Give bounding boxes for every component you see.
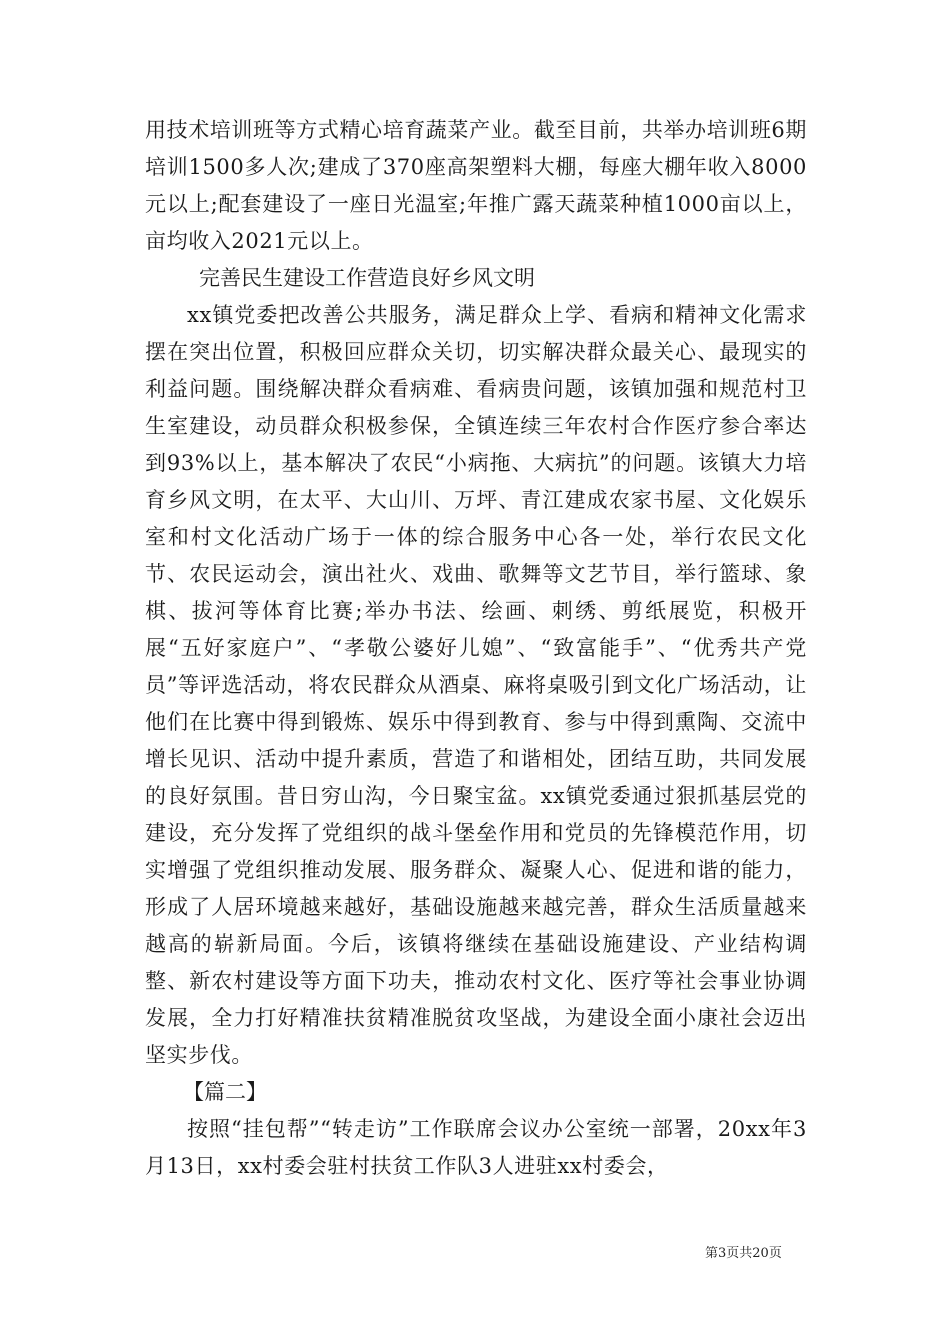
section-label-part-two: 【篇二】 (183, 1080, 267, 1104)
paragraph-public-services: xx镇党委把改善公共服务，满足群众上学、看病和精神文化需求摆在突出位置，积极回应群众关切，切实解决群众最关心、最现实的利益问题。围绕解决群众看病难、看病贵问题，该镇加强和规范村卫生室建设，动员群众积极参保，全镇连续三年农村合作医疗参合率达到93%以上，基本解决了农民“小病拖、大病抗”的问题。该镇大力培育乡风文明，在太平、大山川、万坪、青江建成农家书屋、文化娱乐室和村文化活动广场于一体的综合服务中心各一处，举行农民文化节、农民运动会，演出社火、戏曲、歌舞等文艺节目，举行篮球、象棋、拔河等体育比赛;举办书法、绘画、刺绣、剪纸展览，积极开展“五好家庭户”、“孝敬公婆好儿媳”、“致富能手”、“优秀共产党员”等评选活动，将农民群众从酒桌、麻将桌吸引到文化广场活动，让他们在比赛中得到锻炼、娱乐中得到教育、参与中得到熏陶、交流中增长见识、活动中提升素质，营造了和谐相处，团结互助，共同发展的良好氛围。昔日穷山沟，今日聚宝盆。xx镇党委通过狠抓基层党的建设，充分发挥了党组织的战斗堡垒作用和党员的先锋模范作用，切实增强了党组织推动发展、服务群众、凝聚人心、促进和谐的能力，形成了人居环境越来越好，基础设施越来越完善，群众生活质量越来越高的崭新局面。今后，该镇将继续在基础设施建设、产业结构调整、新农村建设等方面下功夫，推动农村文化、医疗等社会事业协调发展，全力打好精准扶贫精准脱贫攻坚战，为建设全面小康社会迈出坚实步伐。 (145, 303, 807, 1067)
page-number-footer: 第3页共20页 (705, 1246, 782, 1261)
section-heading: 完善民生建设工作营造良好乡风文明 (199, 266, 535, 290)
paragraph-vegetable-industry: 用技术培训班等方式精心培育蔬菜产业。截至目前，共举办培训班6期培训1500多人次;建成了370座高架塑料大棚，每座大棚年收入8000元以上;配套建设了一座日光温室;年推广露天蔬菜种植1000亩以上，亩均收入2021元以上。 (145, 118, 807, 253)
paragraph-work-team: 按照“挂包帮”“转走访”工作联席会议办公室统一部署，20xx年3月13日，xx村委会驻村扶贫工作队3人进驻xx村委会， (145, 1117, 807, 1178)
document-body (145, 112, 807, 1185)
